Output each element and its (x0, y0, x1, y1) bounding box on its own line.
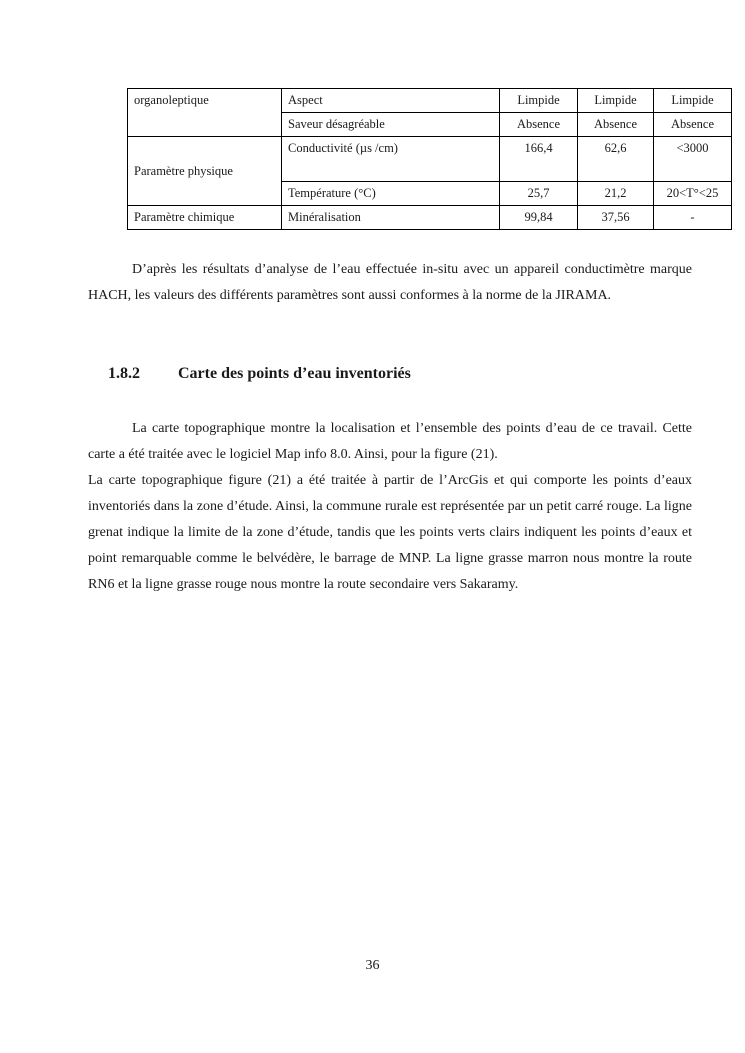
table-cell-parameter: Saveur désagréable (282, 113, 500, 137)
table-cell-value: Absence (500, 113, 578, 137)
table-cell-group: Paramètre physique (128, 137, 282, 206)
table-cell-value: 25,7 (500, 182, 578, 206)
table-cell-parameter: Température (°C) (282, 182, 500, 206)
table-cell-group: Paramètre chimique (128, 206, 282, 230)
table-row (128, 89, 732, 113)
table-cell-norm: <3000 (654, 137, 732, 182)
table-cell-value: 99,84 (500, 206, 578, 230)
section-title: Carte des points d’eau inventoriés (178, 365, 411, 382)
table-cell-norm: - (654, 206, 732, 230)
table-cell-value: Limpide (578, 89, 654, 113)
table-cell-value: 21,2 (578, 182, 654, 206)
table-cell-value: Absence (578, 113, 654, 137)
table-cell-parameter: Minéralisation (282, 206, 500, 230)
body-paragraph (88, 468, 692, 598)
table-cell-group: organoleptique (128, 89, 282, 137)
table-row (128, 137, 732, 182)
table-cell-norm: Limpide (654, 89, 732, 113)
table-cell-value: Limpide (500, 89, 578, 113)
table-row (128, 206, 732, 230)
section-heading (108, 362, 411, 386)
paragraph-text: La carte topographique figure (21) a été traitée à partir de l’ArcGis et qui comporte les points d’eaux inventoriés dans la zone d’étude. Ainsi, la commune rurale est représentée par un petit carré rouge. La ligne grenat indique la limite de la zone d’étude, tandis que les points verts clairs indiquent les points d’eaux et point remarquable comme le belvédère, le barrage de MNP. La ligne grasse marron nous montre la route RN6 et la ligne grasse rouge nous montre la route secondaire vers Sakaramy. (88, 473, 692, 592)
section-number: 1.8.2 (108, 365, 140, 382)
table-cell-value: 166,4 (500, 137, 578, 182)
body-paragraph (88, 416, 692, 468)
paragraph-text: La carte topographique montre la localisation et l’ensemble des points d’eau de ce travail. Cette carte a été traitée avec le logiciel Map info 8.0. Ainsi, pour la figure (21). (88, 421, 692, 462)
analysis-results-table (127, 88, 732, 230)
table-cell-parameter: Aspect (282, 89, 500, 113)
table-cell-norm: 20<T°<25 (654, 182, 732, 206)
table-cell-value: 37,56 (578, 206, 654, 230)
paragraph-text: D’après les résultats d’analyse de l’eau effectuée in-situ avec un appareil conductimètre marque HACH, les valeurs des différents paramètres sont aussi conformes à la norme de la JIRAMA. (88, 262, 692, 303)
page-number: 36 (365, 958, 380, 973)
table-cell-value: 62,6 (578, 137, 654, 182)
table-cell-norm: Absence (654, 113, 732, 137)
body-paragraph (88, 257, 692, 309)
table-cell-parameter: Conductivité (µs /cm) (282, 137, 500, 182)
